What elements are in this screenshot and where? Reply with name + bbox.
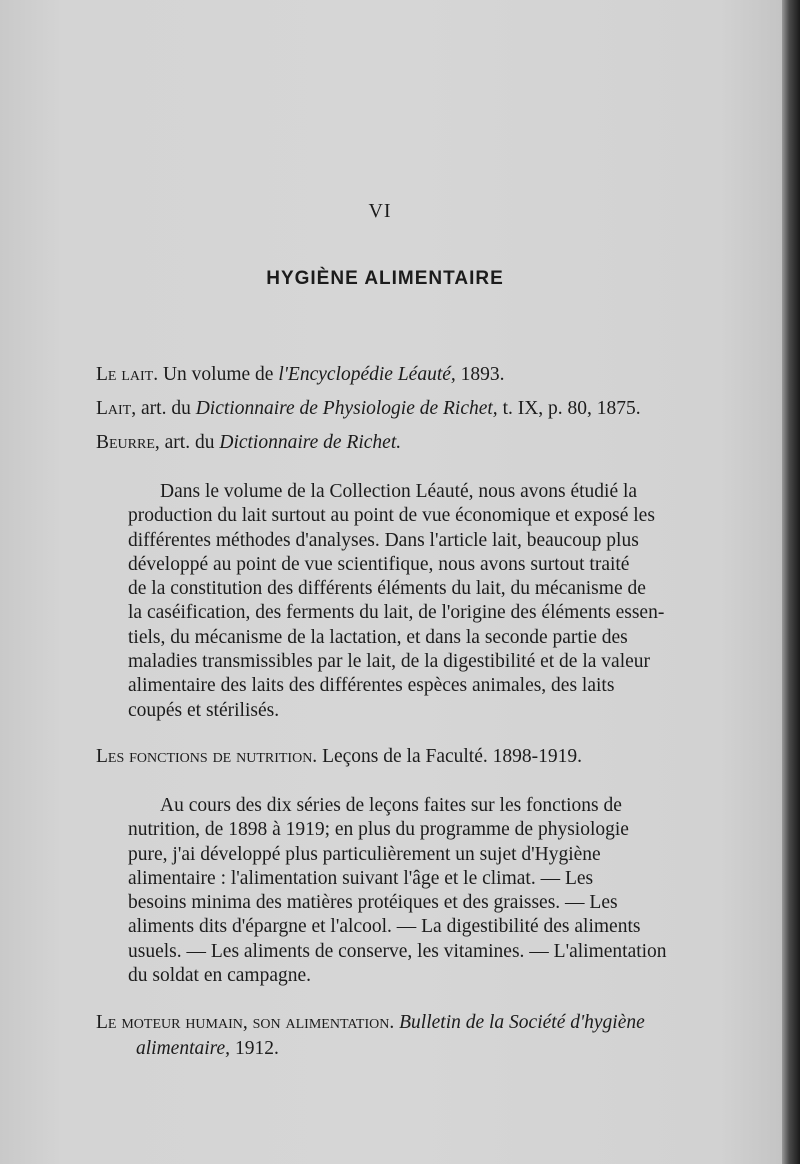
reference-title: Beurre, bbox=[96, 432, 160, 453]
paragraph-line: usuels. — Les aliments de conserve, les vitamines. — L'alimentation bbox=[128, 940, 667, 962]
reference-text: Leçons de la Faculté. 1898-1919. bbox=[317, 746, 582, 767]
paragraph-line: tiels, du mécanisme de la lactation, et dans la seconde partie des bbox=[128, 626, 628, 648]
reference-moteur-continuation bbox=[136, 1038, 279, 1060]
paragraph-line: alimentaire des laits des différentes espèces animales, des laits bbox=[128, 675, 615, 697]
paragraph-line: coupés et stérilisés. bbox=[128, 699, 280, 721]
reference-source: alimentaire, bbox=[136, 1038, 231, 1059]
reference-beurre bbox=[96, 432, 696, 454]
paragraph-nutrition bbox=[96, 794, 681, 988]
chapter-number: VI bbox=[368, 200, 392, 222]
reference-fonctions-nutrition bbox=[96, 746, 696, 768]
paragraph-line: de la constitution des différents éléments du lait, du mécanisme de bbox=[128, 578, 646, 600]
paragraph-line: différentes méthodes d'analyses. Dans l'article lait, beaucoup plus bbox=[128, 529, 639, 551]
reference-source: Bulletin de la Société d'hygiène bbox=[394, 1012, 645, 1033]
paragraph-line: maladies transmissibles par le lait, de la digestibilité et de la valeur bbox=[128, 651, 651, 673]
paragraph-line: la caséification, des ferments du lait, de l'origine des éléments essen- bbox=[128, 602, 665, 624]
reference-date: 1912. bbox=[230, 1038, 279, 1059]
reference-moteur-humain bbox=[96, 1012, 696, 1034]
paragraph-line: besoins minima des matières protéiques et des graisses. — Les bbox=[128, 892, 618, 914]
paragraph-line: nutrition, de 1898 à 1919; en plus du programme de physiologie bbox=[128, 819, 629, 841]
paragraph-line: alimentaire : l'alimentation suivant l'âge et le climat. — Les bbox=[128, 867, 594, 889]
reference-title: Le lait. bbox=[96, 364, 159, 385]
reference-title: Le moteur humain, son alimentation. bbox=[96, 1012, 395, 1033]
reference-lait-article bbox=[96, 398, 696, 420]
chapter-title: HYGIÈNE ALIMENTAIRE bbox=[266, 268, 504, 289]
reference-text: art. du bbox=[136, 398, 196, 419]
reference-source: Dictionnaire de Physiologie de Richet, bbox=[195, 398, 498, 419]
reference-title: Les fonctions de nutrition. bbox=[96, 746, 318, 767]
paragraph-line: aliments dits d'épargne et l'alcool. — La digestibilité des aliments bbox=[128, 916, 641, 938]
paragraph-lait bbox=[96, 480, 681, 723]
reference-date: 1893. bbox=[455, 364, 505, 385]
reference-source: l'Encyclopédie Léauté, bbox=[278, 364, 456, 385]
reference-title: Lait, bbox=[96, 398, 137, 419]
paragraph-line: Au cours des dix séries de leçons faites sur les fonctions de bbox=[160, 795, 622, 816]
reference-source: Dictionnaire de Richet. bbox=[219, 432, 402, 453]
page-edge-shadow bbox=[782, 0, 800, 1164]
reference-lait-volume bbox=[96, 364, 696, 386]
reference-text: art. du bbox=[159, 432, 220, 453]
paragraph-line: pure, j'ai développé plus particulièrement un sujet d'Hygiène bbox=[128, 843, 601, 865]
paragraph-line: développé au point de vue scientifique, nous avons surtout traité bbox=[128, 553, 630, 575]
reference-text: Un volume de bbox=[158, 364, 279, 385]
reference-date: t. IX, p. 80, 1875. bbox=[497, 398, 641, 419]
paragraph-line: Dans le volume de la Collection Léauté, nous avons étudié la bbox=[160, 481, 638, 502]
paragraph-line: du soldat en campagne. bbox=[128, 965, 312, 987]
paragraph-line: production du lait surtout au point de vue économique et exposé les bbox=[128, 505, 655, 527]
